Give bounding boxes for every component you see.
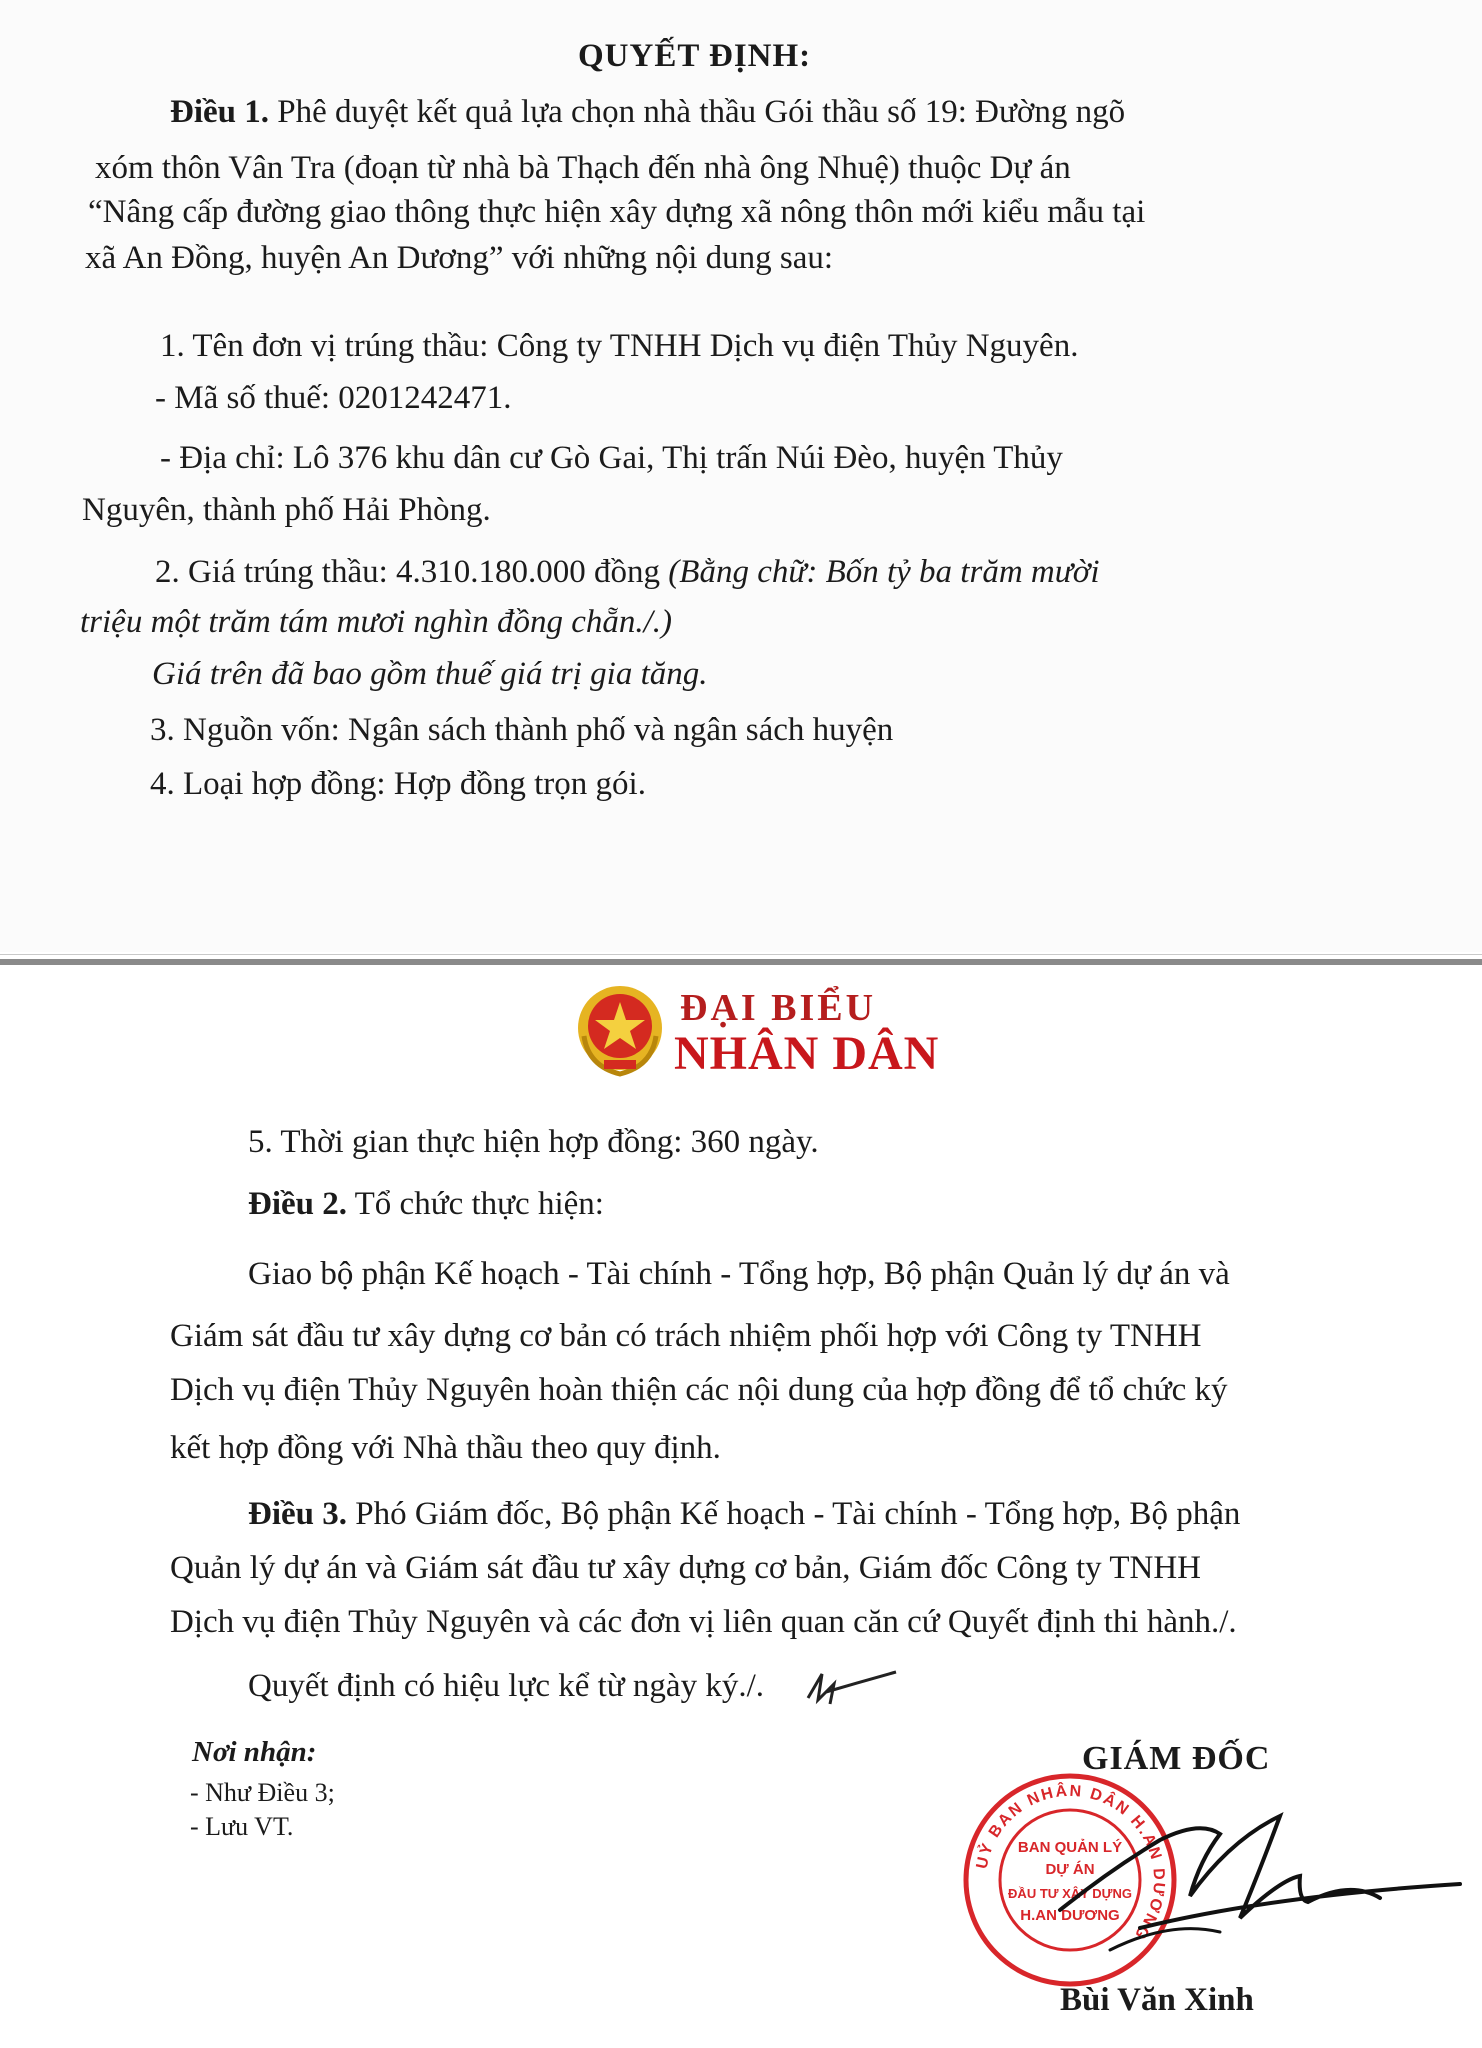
article1-line-3: “Nâng cấp đường giao thông thực hiện xây dựng xã nông thôn mới kiểu mẫu tại (88, 194, 1146, 230)
article3-line-1: Điều 3. Phó Giám đốc, Bộ phận Kế hoạch - Tài chính - Tổng hợp, Bộ phận (248, 1496, 1241, 1532)
article2-line-1: Giao bộ phận Kế hoạch - Tài chính - Tổng hợp, Bộ phận Quản lý dự án và (248, 1256, 1230, 1292)
article1-line-1: Điều 1. Phê duyệt kết quả lựa chọn nhà thầu Gói thầu số 19: Đường ngõ (170, 94, 1126, 130)
address-line-2: Nguyên, thành phố Hải Phòng. (82, 492, 491, 528)
signatory-role: GIÁM ĐỐC (1082, 1740, 1271, 1777)
article1-line-4: xã An Đồng, huyện An Dương” với những nội dung sau: (85, 240, 834, 276)
vat-note: Giá trên đã bao gồm thuế giá trị gia tăng. (152, 656, 708, 692)
article3-label: Điều 3. (248, 1496, 347, 1532)
article3-line-3: Dịch vụ điện Thủy Nguyên và các đơn vị liên quan căn cứ Quyết định thi hành./. (170, 1604, 1237, 1640)
handwritten-signature (1050, 1800, 1470, 1960)
bid-price-line: 2. Giá trúng thầu: 4.310.180.000 đồng (Bằng chữ: Bốn tỷ ba trăm mười (155, 554, 1100, 590)
stamp-ring-text: UỶ BAN NHÂN DÂN H.AN DƯƠNG (973, 1782, 1168, 1944)
logo-text-top: ĐẠI BIỂU (680, 987, 877, 1029)
daibieu-nhandan-logo (574, 980, 940, 1084)
article1-label: Điều 1. (170, 94, 269, 130)
address-line-1: - Địa chỉ: Lô 376 khu dân cư Gò Gai, Thị trấn Núi Đèo, huyện Thủy (160, 440, 1063, 476)
national-emblem-icon (574, 980, 666, 1080)
tax-code: - Mã số thuế: 0201242471. (155, 380, 512, 416)
article2-line-2: Giám sát đầu tư xây dựng cơ bản có trách nhiệm phối hợp với Công ty TNHH (170, 1318, 1202, 1354)
price-in-words-2: triệu một trăm tám mươi nghìn đồng chẵn./.) (80, 604, 673, 640)
stamp-center-text: H.AN DƯƠNG (1020, 1907, 1120, 1924)
contract-type: 4. Loại hợp đồng: Hợp đồng trọn gói. (150, 766, 646, 802)
recipients-title: Nơi nhận: (192, 1736, 317, 1768)
article3-line-2: Quản lý dự án và Giám sát đầu tư xây dựng cơ bản, Giám đốc Công ty TNHH (170, 1550, 1201, 1586)
signatory-name: Bùi Văn Xinh (1060, 1982, 1254, 2018)
winning-bidder: 1. Tên đơn vị trúng thầu: Công ty TNHH Dịch vụ điện Thủy Nguyên. (160, 328, 1079, 364)
funding-source: 3. Nguồn vốn: Ngân sách thành phố và ngân sách huyện (150, 712, 894, 748)
stamp-center-text: BAN QUẢN LÝ (1017, 1839, 1123, 1856)
logo-text-bottom: NHÂN DÂN (674, 1027, 940, 1080)
page-divider (0, 952, 1482, 972)
stamp-center-text: ĐẦU TƯ XÂY DỰNG (1008, 1886, 1132, 1901)
effective-clause: Quyết định có hiệu lực kể từ ngày ký./. (248, 1668, 764, 1704)
article2-line-3: Dịch vụ điện Thủy Nguyên hoàn thiện các nội dung của hợp đồng để tổ chức ký (170, 1372, 1228, 1408)
stamp-center-text: DỰ ÁN (1045, 1861, 1095, 1878)
article2-line-4: kết hợp đồng với Nhà thầu theo quy định. (170, 1430, 721, 1466)
price-in-words-1: (Bằng chữ: Bốn tỷ ba trăm mười (668, 554, 1100, 590)
article2-heading: Điều 2. Tổ chức thực hiện: (248, 1186, 604, 1222)
initial-mark-icon (800, 1660, 900, 1710)
recipient-item: - Như Điều 3; (190, 1778, 335, 1807)
article2-label: Điều 2. (248, 1186, 347, 1222)
recipient-item: - Lưu VT. (190, 1812, 294, 1841)
contract-duration: 5. Thời gian thực hiện hợp đồng: 360 ngày. (248, 1124, 819, 1160)
decision-heading: QUYẾT ĐỊNH: (578, 38, 812, 74)
article1-line-2: xóm thôn Vân Tra (đoạn từ nhà bà Thạch đến nhà ông Nhuệ) thuộc Dự án (95, 150, 1071, 186)
